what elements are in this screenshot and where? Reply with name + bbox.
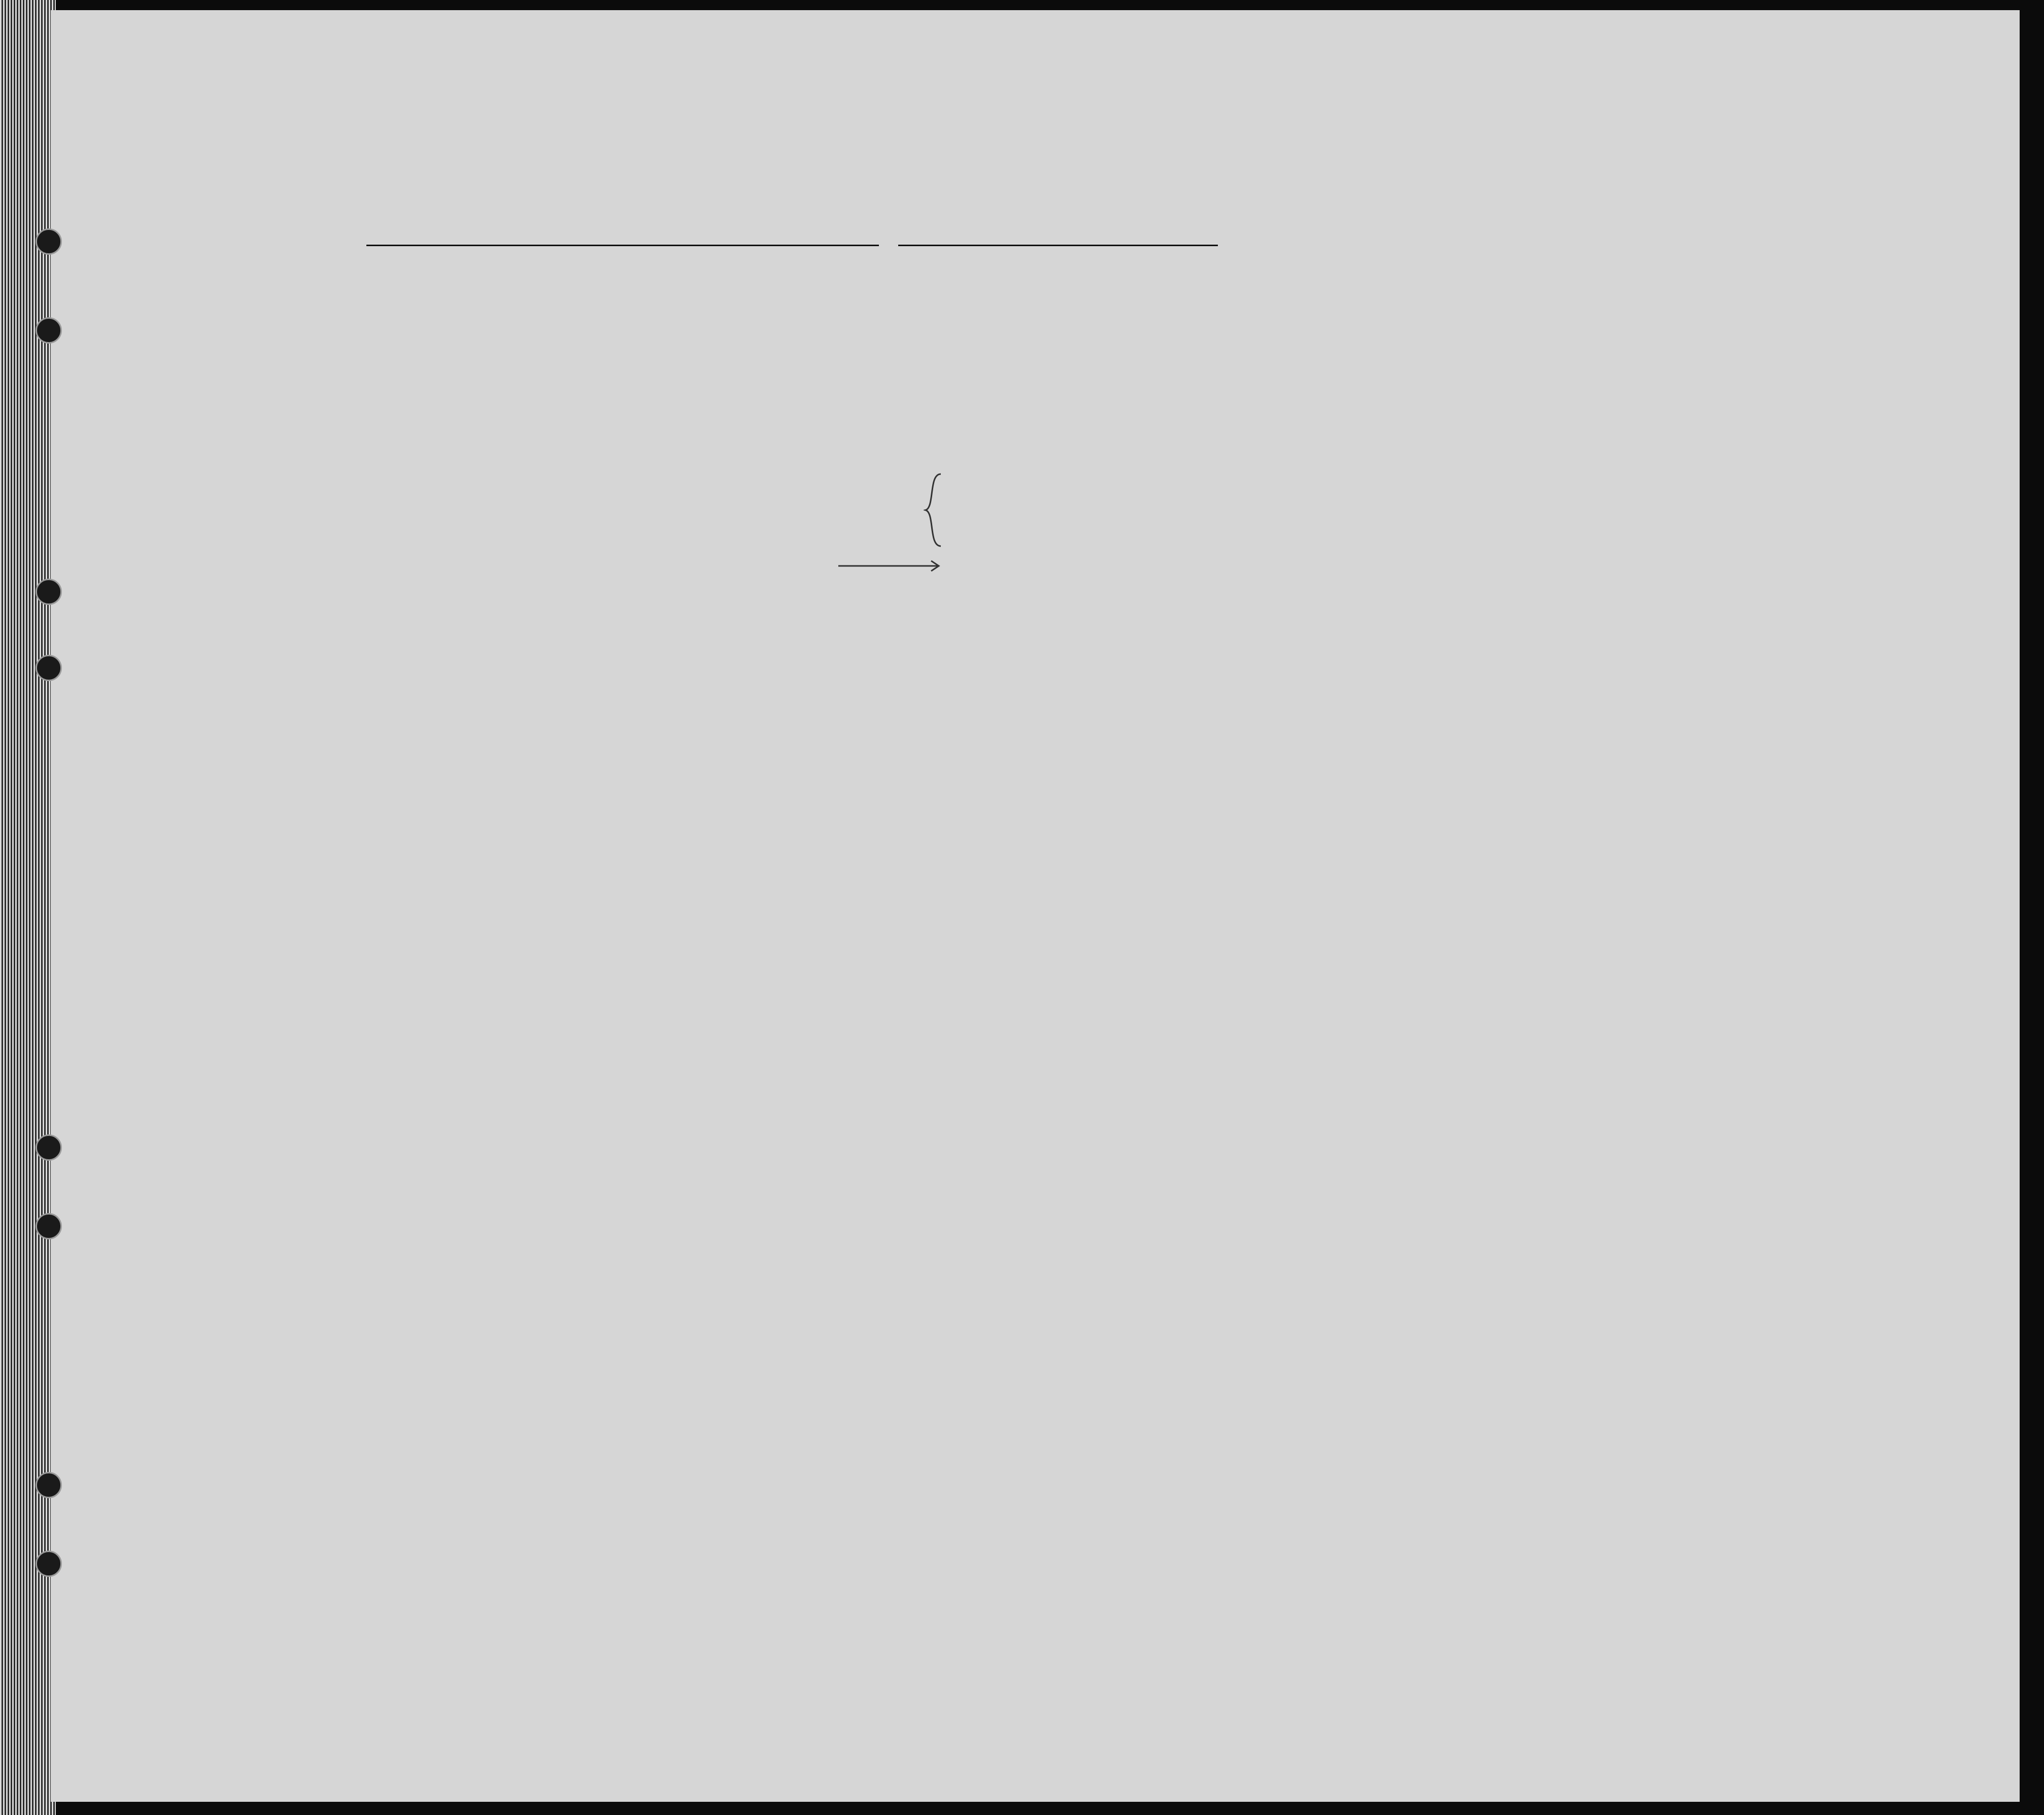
handwritten-brace — [924, 472, 944, 548]
handwritten-arrow — [837, 558, 944, 574]
